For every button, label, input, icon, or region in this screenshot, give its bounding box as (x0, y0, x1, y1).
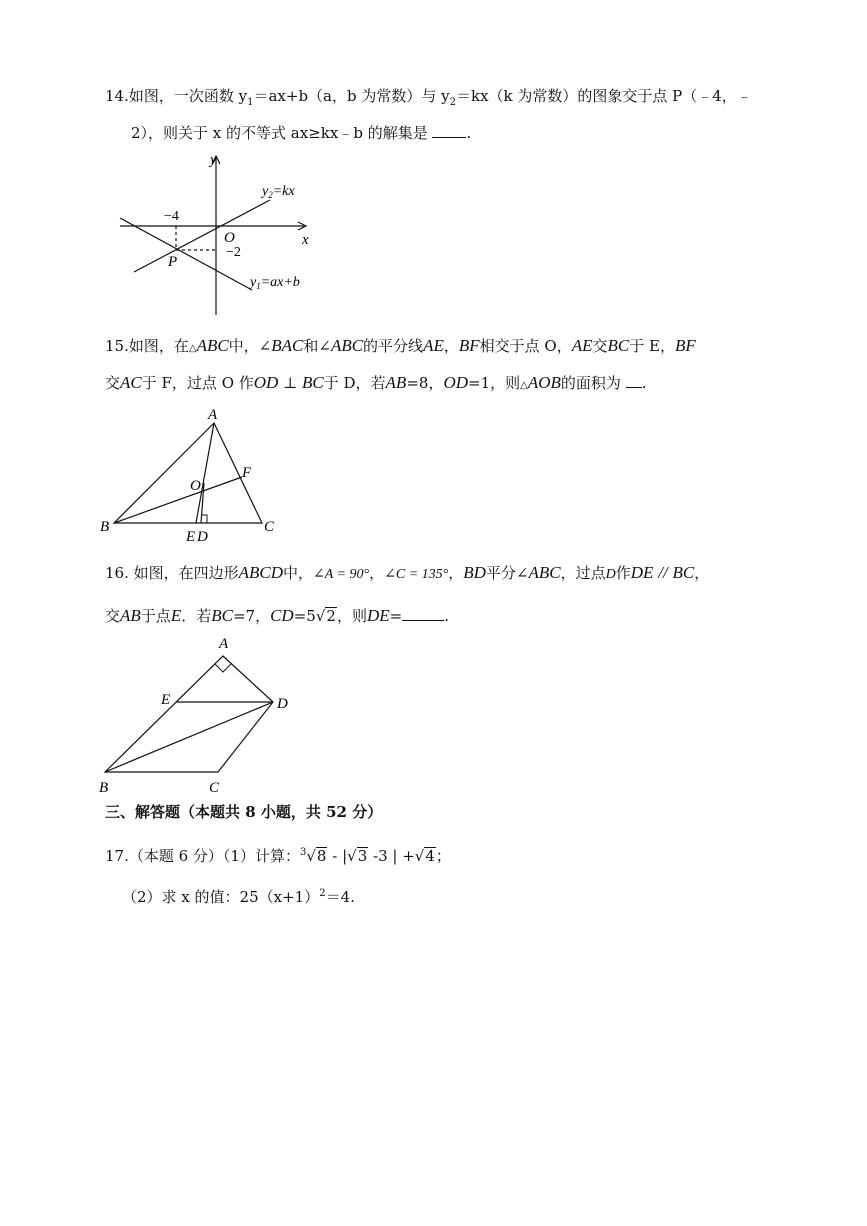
q15-text: ⊥ (283, 374, 298, 392)
q17-text: - | (327, 847, 348, 865)
q14-text: 14.如图，一次函数 y (105, 87, 248, 105)
label-y1-axb: $y_1=ax+b$ (250, 275, 300, 291)
q15-math: ABC (196, 336, 229, 355)
q16-text: 平分∠ (485, 564, 529, 582)
q15-math: AE (423, 336, 444, 355)
q15-answer-blank[interactable] (626, 372, 642, 388)
label-y2-kx: $y_2=kx$ (262, 184, 295, 200)
label-o: O (224, 230, 235, 246)
q15-text: ，则 (490, 374, 521, 392)
q16-number: 7 (245, 607, 256, 625)
q14-text: ＝ax+b（a，b 为常数）与 y (253, 87, 450, 105)
q16-math: DE (630, 563, 654, 582)
radicand-8: 8 (316, 847, 327, 865)
q14-line1 (105, 86, 752, 113)
q16-text: 于点 (140, 607, 171, 625)
label-o: O (190, 478, 201, 494)
q15-text: 交 (592, 337, 608, 355)
q16-text: = (293, 607, 307, 625)
q15-math: BC (302, 373, 324, 392)
q16-text: ，过点 (560, 564, 606, 582)
label-p: P (168, 254, 178, 270)
q16-text: ， (369, 564, 385, 582)
q17-text: （2）求 x 的值：25（x+1） (122, 888, 320, 906)
q15-math: AE (571, 336, 593, 355)
q16-math: ABC (528, 563, 561, 582)
q17-text: ＝4. (325, 888, 355, 906)
label-e: E (186, 529, 196, 545)
q15-text: = (468, 374, 481, 392)
q15-math: OD (443, 373, 469, 392)
q15-text: = (406, 374, 419, 392)
q15-text: 的面积为 (560, 374, 621, 392)
label-neg4: −4 (164, 209, 179, 224)
label-x: x (302, 232, 309, 248)
q17-line1: 17.（本题 6 分）（1）计算：$^3$√8 - |√3 -3 | +√4； (105, 847, 451, 865)
q15-math: AOB (527, 373, 561, 392)
label-a: A (208, 407, 218, 423)
q16-math: BD (463, 563, 486, 582)
label-d: D (197, 529, 208, 545)
q16-math: ABCD (238, 563, 284, 582)
q15-math: BAC (271, 336, 304, 355)
q16-text: ，则 (336, 607, 367, 625)
q15-math: BC (607, 336, 630, 355)
q17-exponent: 2 (319, 888, 326, 899)
label-b: B (99, 780, 109, 796)
q15-line2 (105, 372, 646, 396)
q16-math: BC (672, 563, 695, 582)
q15-figure (100, 405, 290, 545)
q16-line1 (105, 563, 709, 585)
sqrt-radicand: 2 (326, 607, 336, 625)
q16-text: 作 (615, 564, 631, 582)
q16-math: BC (211, 606, 233, 625)
q16-text: 16. 如图，在四边形 (105, 564, 239, 582)
segment-bf (114, 477, 242, 523)
q15-text: 15.如图，在 (105, 337, 189, 355)
q14-figure (110, 150, 330, 320)
q15-text: 于 D，若 (323, 374, 386, 392)
q15-math: BF (458, 336, 480, 355)
q16-text: 中， (283, 564, 314, 582)
q15-text: 中，∠ (228, 337, 272, 355)
q16-text: ， (448, 564, 464, 582)
diagonal-bd (105, 702, 273, 772)
q15-number: 8 (418, 374, 429, 392)
cube-root-index: 3 (299, 847, 307, 858)
triangle-symbol: △ (520, 380, 528, 391)
label-e: E (161, 692, 171, 708)
q14-sub: 1 (247, 97, 254, 108)
q15-end: . (641, 374, 647, 392)
q15-line1 (105, 336, 696, 359)
q14-text: 2），则关于 x 的不等式 ax≥kx﹣b 的解集是 (131, 124, 428, 142)
q16-text: = (232, 607, 246, 625)
q15-math: ABC (330, 336, 364, 355)
q15-text: ， (443, 337, 459, 355)
q16-number: 5 (306, 607, 316, 625)
label-neg2: −2 (226, 245, 241, 260)
q15-math: AB (385, 373, 407, 392)
label-c: C (264, 519, 275, 535)
q16-line2: 交AB于点E．若BC=7，CD=5√2，则DE= . (105, 606, 449, 625)
label-c: C (209, 780, 220, 796)
q14-text: ＝kx（k 为常数）的图象交于点 P（﹣4，﹣ (456, 87, 752, 105)
q14-line2 (131, 122, 471, 143)
q16-end: . (444, 607, 449, 625)
q16-text: ， (255, 607, 271, 625)
q16-math: CD (270, 606, 294, 625)
q15-math: OD (253, 373, 279, 392)
q16-text: ， (694, 564, 710, 582)
label-b: B (100, 519, 110, 535)
quadrilateral-abcd (105, 656, 273, 772)
radicand-4: 4 (425, 847, 435, 865)
q16-math: ∠A = 90° (313, 567, 370, 582)
q14-sub: 2 (449, 97, 456, 108)
q16-text: 交 (105, 607, 121, 625)
triangle-abc (114, 423, 262, 523)
line-y2 (134, 200, 270, 272)
label-d: D (277, 696, 288, 712)
q17-text: 17.（本题 6 分）（1）计算： (105, 847, 300, 865)
q15-text: 于 F，过点 O 作 (141, 374, 254, 392)
q16-math: DE (366, 606, 390, 625)
section3-title: 三、解答题（本题共 8 小题，共 52 分） (105, 803, 383, 821)
q15-text: ， (428, 374, 444, 392)
q16-text: = (389, 607, 403, 625)
q15-text: 于 E， (629, 337, 675, 355)
q16-text: ．若 (181, 607, 212, 625)
q17-text: -3 | + (368, 847, 415, 865)
q17-text: ； (435, 847, 451, 865)
radicand-3: 3 (357, 847, 368, 865)
q15-number: 1 (480, 374, 491, 392)
q15-math: BF (674, 336, 696, 355)
q15-text: 交 (105, 374, 121, 392)
q16-answer-blank[interactable] (402, 605, 444, 621)
right-angle-mark (215, 664, 231, 672)
q16-math: D (605, 567, 616, 582)
label-a: A (219, 636, 229, 652)
q14-answer-blank[interactable] (432, 122, 466, 138)
label-y: y (210, 152, 217, 168)
label-f: F (242, 465, 252, 481)
q15-text: 相交于点 O， (479, 337, 572, 355)
q16-math: // (658, 563, 668, 582)
triangle-symbol: △ (188, 343, 197, 354)
q15-math: AC (120, 373, 142, 392)
q16-math: ∠C = 135° (384, 567, 449, 582)
q16-math: E (170, 606, 182, 625)
q16-math: AB (120, 606, 141, 625)
q17-line2 (122, 884, 355, 907)
q16-figure (95, 632, 310, 802)
q15-text: 的平分线 (363, 337, 424, 355)
q15-text: 和∠ (303, 337, 331, 355)
q14-end: . (466, 124, 472, 142)
